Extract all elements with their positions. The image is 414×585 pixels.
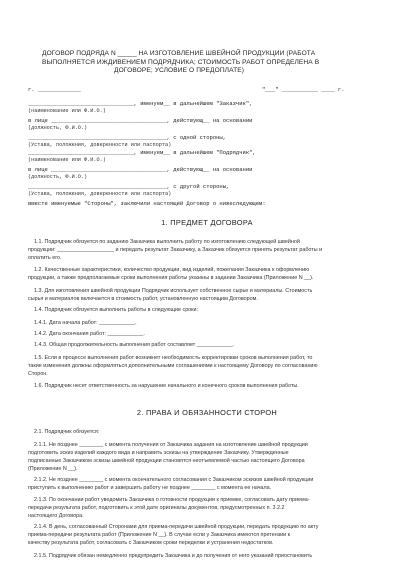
title-line-1: ДОГОВОР ПОДРЯДА N _____ НА ИЗГОТОВЛЕНИЕ ШВЕЙНОЙ ПРОДУКЦИИ (РАБОТА (42, 50, 316, 57)
preamble-conclusion: вместе именуемые "Стороны", заключили настоящий Договор о нижеследующем: (28, 200, 266, 207)
clause-2-1-1 (28, 441, 382, 473)
clause-1-4: 1.4. Подрядчик обязуется выполнить работы в следующие сроки: (34, 307, 199, 313)
clause-1-1-line-3: оплатить его. (28, 255, 62, 262)
clause-1-2-line-1: 1.2. Качественные характеристики, количество продукции, вид изделий, пожелания Заказчика к оформлению (34, 267, 310, 273)
preamble-customer-basis: __________________________________________, с одной стороны, (28, 134, 227, 141)
preamble-contractor-rep-caption: (должность, Ф.И.О.) (28, 174, 88, 180)
clause-1-3-line-2: сырья и материалов включается в стоимость работ, установленную настоящим Договором. (28, 296, 258, 303)
clause-2-1-3-line-1: 2.1.3. По окончании работ уведомить Заказчика о готовности продукции к приемке, согласовать дату приема- (34, 497, 310, 503)
clause-1-2-line-2: продукции, а также предполагаемые сроки выполнения работы указаны в задании Заказчика (Приложение N __). (28, 275, 314, 282)
clause-2-1-5: 2.1.5. Подрядчик обязан немедленно предупредить Заказчика и до получения от него указаний приостановить (34, 553, 313, 559)
clause-1-6: 1.6. Подрядчик несет ответственность за нарушение начального и конечного сроков выполнения работы. (34, 383, 299, 389)
document-title (30, 50, 380, 76)
clause-2-1-3-line-2: передачи результата работ, подготовить к этой дате оригиналы документов, предусмотренных п. 3.2.2 (28, 505, 285, 512)
preamble-customer-caption: (наименование или Ф.И.О.) (28, 108, 106, 114)
clause-1-1-line-1: 1.1. Подрядчик обязуется по заданию Заказчика выполнить работу по изготовлению следующей швейной (34, 239, 300, 245)
title-line-2: ВЫПОЛНЯЕТСЯ ИЖДИВЕНИЕМ ПОДРЯДЧИКА; СТОИМОСТЬ РАБОТ ОПРЕДЕЛЕНА В (42, 58, 320, 66)
clause-1-3 (28, 287, 382, 303)
clause-1-2 (28, 266, 382, 282)
city-field: г. _____________ (28, 86, 81, 93)
date-field: "___" ___________ ____ г. (262, 86, 345, 93)
section-2-heading: 2. ПРАВА И ОБЯЗАННОСТИ СТОРОН (136, 408, 278, 417)
clause-2-1-3 (28, 496, 382, 520)
clause-2-1-2 (28, 476, 382, 492)
preamble-customer-rep: в лице ___________________________________, действующ__ на основании (28, 117, 253, 124)
clause-2-1-3-line-3: настоящего Договора. (28, 513, 84, 520)
clause-2-1-2-line-1: 2.1.2. Не позднее ________ с момента окончательного согласования с Заказчиком эскизов швейной продукции (34, 477, 314, 483)
clause-1-4-2: 1.4.2. Дата окончания работ: ____________. (34, 331, 145, 337)
preamble-contractor-basis-caption: (Устава, положения, доверенности или паспорта) (28, 191, 172, 197)
preamble-contractor-caption: (наименование или Ф.И.О.) (28, 157, 106, 163)
clause-2-1-1-line-1: 2.1.1. Не позднее ________ с момента получения от Заказчика задания на изготовление швейной продукции (34, 442, 308, 448)
clause-2-1-4-line-3: качеству результата работ, согласовать с Заказчиком сроки переделки и устранения недостатков. (28, 540, 274, 547)
clause-1-3-line-1: 1.3. Для изготовления швейной продукции Подрядчик использует собственное сырье и материалы. Стоимость (34, 288, 313, 294)
clause-2-1-1-line-4: (Приложение N __). (28, 466, 78, 473)
clause-1-4-3: 1.4.3. Общая продолжительность выполнения работ составляет ____________. (34, 342, 235, 348)
section-1-heading: 1. ПРЕДМЕТ ДОГОВОРА (161, 218, 253, 227)
preamble-customer-rep-caption: (должность, Ф.И.О.) (28, 125, 88, 131)
clause-1-1 (28, 238, 382, 262)
clause-1-4-1: 1.4.1. Дата начала работ: ____________. (34, 320, 137, 326)
clause-1-5-line-2: такие изменения должны оформляться дополнительными соглашениями к настоящему Договору по согласованию (28, 363, 318, 370)
clause-2-1-4 (28, 523, 382, 547)
preamble-customer: ________________________________, именуем__ в дальнейшем "Заказчик", (28, 100, 253, 107)
clause-2-1-4-line-1: 2.1.4. В день, согласованный Сторонами для приема-передачи швейной продукции, передать продукцию по акту (34, 524, 319, 530)
clause-2-1-4-line-2: приема-передачи результата работ (Приложение N __). В случае если у Заказчика имеются претензии к (28, 532, 291, 539)
preamble-customer-basis-caption: (Устава, положения, доверенности или паспорта) (28, 142, 172, 148)
clause-2-1: 2.1. Подрядчик обязуется: (34, 429, 100, 435)
preamble-contractor-basis: __________________________________________, с другой стороны, (28, 183, 230, 190)
preamble-contractor: ________________________________, именуем__ в дальнейшем "Подрядчик", (28, 149, 256, 156)
preamble-contractor-rep: в лице ___________________________________, действующ__ на основании (28, 166, 253, 173)
clause-2-1-2-line-2: приступить к выполнению работ и завершить работу не позднее ________ с момента ее начала. (28, 485, 272, 492)
title-line-3: ДОГОВОРЕ; УСЛОВИЕ О ПРЕДОПЛАТЕ) (114, 67, 245, 75)
clause-1-5 (28, 354, 382, 378)
clause-1-5-line-3: Сторон. (28, 371, 48, 378)
clause-1-1-line-2: продукции: ___________________ и передать результат Заказчику, а Заказчик обязуется принять результат работы и (28, 247, 323, 254)
clause-2-1-1-line-2: подготовить эскиз изделий каждого вида и направить эскизы на утверждение Заказчику. Утвержденные (28, 450, 289, 457)
clause-2-1-1-line-3: подписанные Заказчиком эскизы швейной продукции становятся неотъемлемой частью настоящего Договора (28, 458, 305, 465)
clause-1-5-line-1: 1.5. Если в процессе выполнения работ возникнет необходимость корректировки сроков выполнения работ, то (34, 355, 313, 361)
